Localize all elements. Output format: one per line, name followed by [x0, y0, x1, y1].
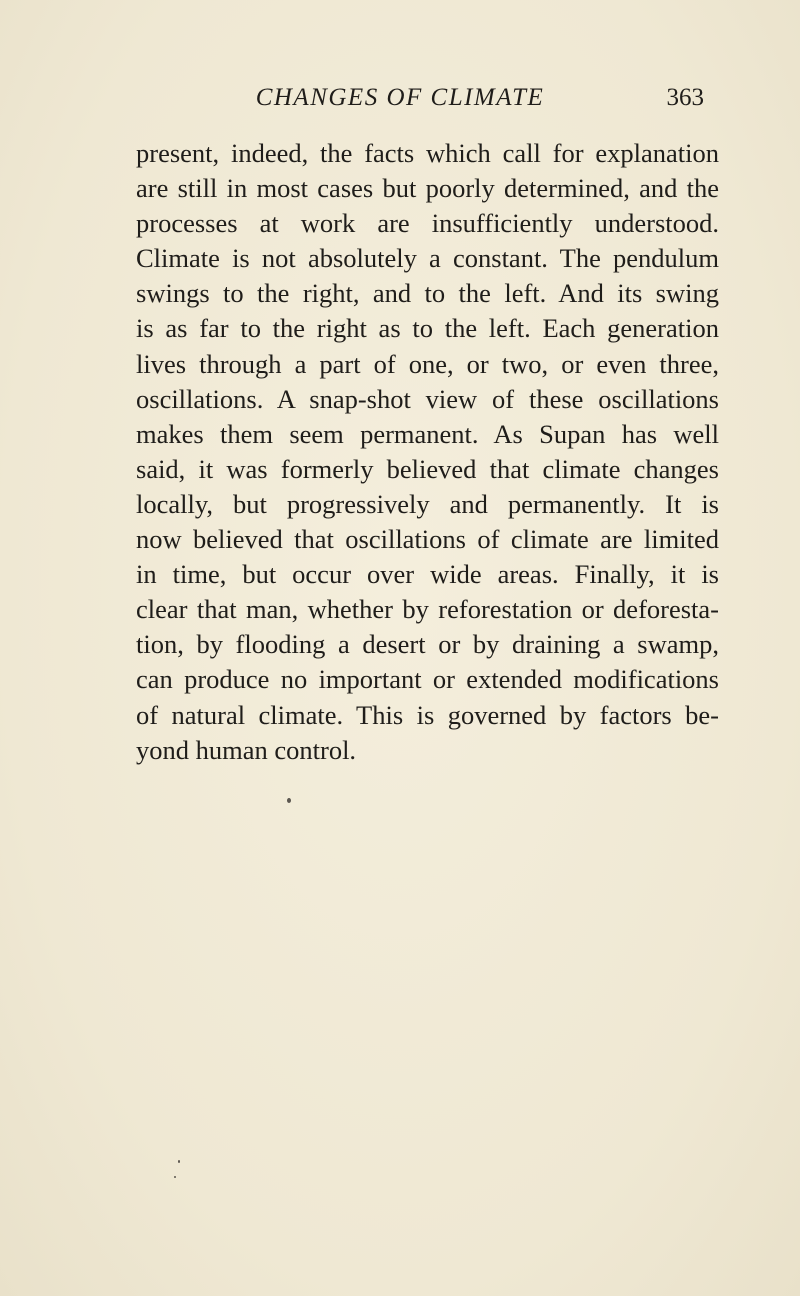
- text-line: swings to the right, and to the left. And its swing: [136, 278, 719, 309]
- paper-speck: [174, 1176, 176, 1178]
- text-line: tion, by flooding a desert or by draining a swamp,: [136, 629, 719, 660]
- text-line: Climate is not absolutely a constant. The pendulum: [136, 243, 719, 274]
- paper-speck: [178, 1160, 180, 1163]
- text-line: now believed that oscillations of climate are limited: [136, 524, 719, 555]
- text-line: present, indeed, the facts which call for explanation: [136, 138, 719, 168]
- page-number: 363: [666, 84, 704, 111]
- paper-speck: [287, 798, 291, 803]
- text-line: are still in most cases but poorly determined, and the: [136, 173, 719, 204]
- text-line: of natural climate. This is governed by factors be-: [136, 699, 719, 730]
- text-line: clear that man, whether by reforestation or deforesta-: [136, 594, 719, 625]
- body-paragraph: [136, 136, 719, 768]
- text-line: lives through a part of one, or two, or even three,: [136, 348, 719, 379]
- running-head-title: CHANGES OF CLIMATE: [255, 84, 545, 111]
- text-line: locally, but progressively and permanently. It is: [136, 488, 719, 519]
- text-line: processes at work are insufficiently understood.: [136, 208, 719, 239]
- text-line: is as far to the right as to the left. Each generation: [136, 313, 719, 344]
- text-line: can produce no important or extended modifications: [136, 664, 719, 695]
- text-line: said, it was formerly believed that climate changes: [136, 453, 719, 484]
- text-line-last: yond human control.: [136, 734, 357, 765]
- text-line: oscillations. A snap-shot view of these oscillations: [136, 383, 719, 414]
- running-head: [100, 80, 704, 116]
- text-line: in time, but occur over wide areas. Finally, it is: [136, 559, 719, 590]
- text-line: makes them seem permanent. As Supan has well: [136, 418, 719, 449]
